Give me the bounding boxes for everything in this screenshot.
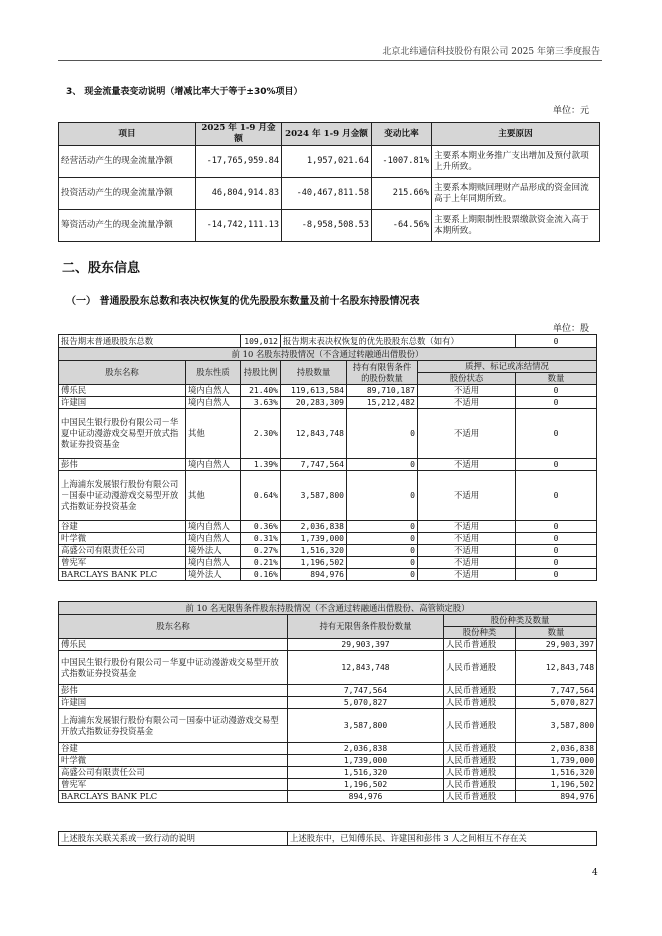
unrestricted-body (59, 639, 597, 803)
shareholder-pledge-status: 不适用 (418, 533, 516, 545)
unres-kind: 人民币普通股 (444, 697, 516, 709)
unres-qty: 1,516,320 (288, 767, 444, 779)
unres-count: 12,843,748 (516, 651, 597, 685)
unrestricted-row (59, 651, 597, 685)
unres-count: 29,903,397 (516, 639, 597, 651)
shareholder-pledge-status: 不适用 (418, 397, 516, 409)
unres-qty: 12,843,748 (288, 651, 444, 685)
shareholder-row (59, 533, 597, 545)
shareholder-restricted: 0 (347, 557, 418, 569)
unrestricted-row (59, 743, 597, 755)
unres-kind: 人民币普通股 (444, 685, 516, 697)
total-holders-value: 109,012 (241, 335, 281, 348)
relation-table (58, 831, 597, 846)
unres-name: 中国民生银行股份有限公司－华夏中证动漫游戏交易型开放式指数证券投资基金 (59, 651, 288, 685)
pref-holders-label: 报告期末表决权恢复的优先股股东总数（如有） (281, 335, 516, 348)
col-holder-nature: 股东性质 (186, 361, 241, 385)
shareholder-restricted: 0 (347, 409, 418, 459)
shareholder-ratio: 2.30% (241, 409, 281, 459)
shareholder-ratio: 0.36% (241, 521, 281, 533)
top10-shareholders-table (58, 334, 597, 581)
shareholder-row (59, 557, 597, 569)
total-holders-row (59, 335, 597, 348)
shareholder-name: 谷建 (59, 521, 186, 533)
cashflow-row (59, 146, 600, 178)
shareholder-pledge-count: 0 (516, 521, 597, 533)
unres-kind: 人民币普通股 (444, 709, 516, 743)
shareholder-restricted: 0 (347, 459, 418, 471)
shareholder-ratio: 0.64% (241, 471, 281, 521)
unres-kind: 人民币普通股 (444, 743, 516, 755)
col-pledge-count: 数量 (516, 373, 597, 385)
cashflow-item: 投资活动产生的现金流量净额 (59, 178, 196, 210)
relation-label: 上述股东关联关系或一致行动的说明 (59, 832, 288, 846)
shareholder-qty: 3,587,800 (281, 471, 347, 521)
header-divider (58, 60, 602, 61)
unrestricted-row (59, 779, 597, 791)
shareholder-row (59, 471, 597, 521)
shareholder-ratio: 21.40% (241, 385, 281, 397)
col-holder-restricted: 持有有限售条件的股份数量 (347, 361, 418, 385)
shareholder-qty: 1,196,502 (281, 557, 347, 569)
top10-title: 前 10 名股东持股情况（不含通过转融通出借股份） (59, 348, 597, 361)
shareholder-name: 高盛公司有限责任公司 (59, 545, 186, 557)
col-2025: 2025 年 1-9 月金额 (196, 123, 282, 146)
shareholder-subtitle: （一） 普通股股东总数和表决权恢复的优先股股东数量及前十名股东持股情况表 (66, 296, 420, 307)
unrestricted-title-row (59, 602, 597, 615)
unres-qty: 894,976 (288, 791, 444, 803)
unres-kind: 人民币普通股 (444, 767, 516, 779)
unres-kind: 人民币普通股 (444, 779, 516, 791)
shareholder-restricted: 15,212,482 (347, 397, 418, 409)
shareholder-restricted: 0 (347, 545, 418, 557)
cashflow-row (59, 210, 600, 242)
shareholder-qty: 1,516,320 (281, 545, 347, 557)
shareholder-nature: 境外法人 (186, 569, 241, 581)
unres-qty: 2,036,838 (288, 743, 444, 755)
unrestricted-title: 前 10 名无限售条件股东持股情况（不含通过转融通出借股份、高管锁定股） (59, 602, 597, 615)
shareholder-nature: 境外法人 (186, 545, 241, 557)
col-item: 项目 (59, 123, 196, 146)
col-unres-count: 数量 (516, 627, 597, 639)
shareholder-nature: 其他 (186, 471, 241, 521)
shareholder-name: 许建国 (59, 397, 186, 409)
shareholder-qty: 2,036,838 (281, 521, 347, 533)
shareholder-pledge-status: 不适用 (418, 569, 516, 581)
shareholder-pledge-count: 0 (516, 545, 597, 557)
col-holder-qty: 持股数量 (281, 361, 347, 385)
unres-kind: 人民币普通股 (444, 651, 516, 685)
shareholder-pledge-count: 0 (516, 409, 597, 459)
cashflow-change: -64.56% (372, 210, 432, 242)
col-unres-qty: 持有无限售条件股份数量 (288, 615, 444, 639)
col-pledge-status: 股份状态 (418, 373, 516, 385)
unres-count: 1,516,320 (516, 767, 597, 779)
shareholder-nature: 其他 (186, 409, 241, 459)
unres-name: 谷建 (59, 743, 288, 755)
cashflow-2025: -17,765,959.84 (196, 146, 282, 178)
cashflow-2024: -8,958,508.53 (282, 210, 372, 242)
unres-qty: 1,196,502 (288, 779, 444, 791)
unres-kind: 人民币普通股 (444, 755, 516, 767)
cashflow-item: 筹资活动产生的现金流量净额 (59, 210, 196, 242)
unres-name: 高盛公司有限责任公司 (59, 767, 288, 779)
unres-name: BARCLAYS BANK PLC (59, 791, 288, 803)
shareholder-pledge-status: 不适用 (418, 385, 516, 397)
shareholder-pledge-count: 0 (516, 471, 597, 521)
unres-kind: 人民币普通股 (444, 639, 516, 651)
shareholder-name: BARCLAYS BANK PLC (59, 569, 186, 581)
unres-qty: 7,747,564 (288, 685, 444, 697)
shareholder-pledge-status: 不适用 (418, 521, 516, 533)
cashflow-change: -1007.81% (372, 146, 432, 178)
unres-count: 894,976 (516, 791, 597, 803)
unres-count: 7,747,564 (516, 685, 597, 697)
shareholder-ratio: 0.31% (241, 533, 281, 545)
unres-qty: 5,070,827 (288, 697, 444, 709)
shareholder-pledge-status: 不适用 (418, 545, 516, 557)
cashflow-2025: -14,742,111.13 (196, 210, 282, 242)
top10-body (59, 385, 597, 581)
shareholder-pledge-status: 不适用 (418, 557, 516, 569)
cashflow-change: 215.66% (372, 178, 432, 210)
shareholder-nature: 境内自然人 (186, 385, 241, 397)
shareholder-pledge-count: 0 (516, 397, 597, 409)
col-holder-ratio: 持股比例 (241, 361, 281, 385)
unres-qty: 29,903,397 (288, 639, 444, 651)
col-change: 变动比率 (372, 123, 432, 146)
shareholder-nature: 境内自然人 (186, 521, 241, 533)
unres-count: 3,587,800 (516, 709, 597, 743)
shareholder-pledge-status: 不适用 (418, 471, 516, 521)
unrestricted-row (59, 709, 597, 743)
unres-count: 1,739,000 (516, 755, 597, 767)
col-holder-name: 股东名称 (59, 361, 186, 385)
cashflow-reason: 主要系上期限制性股票缴款资金流入高于本期所致。 (432, 210, 600, 242)
cashflow-row (59, 178, 600, 210)
shareholder-restricted: 0 (347, 471, 418, 521)
shareholder-row (59, 459, 597, 471)
unrestricted-row (59, 767, 597, 779)
unrestricted-header-row (59, 615, 597, 627)
shareholder-row (59, 569, 597, 581)
cashflow-table (58, 122, 600, 242)
shareholder-qty: 894,976 (281, 569, 347, 581)
unres-qty: 3,587,800 (288, 709, 444, 743)
shareholder-name: 曾宪军 (59, 557, 186, 569)
unres-name: 彭伟 (59, 685, 288, 697)
unrestricted-row (59, 791, 597, 803)
col-reason: 主要原因 (432, 123, 600, 146)
cashflow-reason: 主要系本期赎回理财产品形成的资金回流高于上年同期所致。 (432, 178, 600, 210)
col-unres-name: 股东名称 (59, 615, 288, 639)
col-unres-kind: 股份种类 (444, 627, 516, 639)
shareholder-name: 叶学微 (59, 533, 186, 545)
top10-header-row (59, 361, 597, 373)
shareholder-ratio: 0.27% (241, 545, 281, 557)
shareholder-row (59, 545, 597, 557)
unres-name: 许建国 (59, 697, 288, 709)
unres-count: 1,196,502 (516, 779, 597, 791)
shareholder-pledge-count: 0 (516, 459, 597, 471)
col-pledge-group: 质押、标记或冻结情况 (418, 361, 597, 373)
shareholder-qty: 1,739,000 (281, 533, 347, 545)
shareholder-pledge-count: 0 (516, 385, 597, 397)
relation-row (59, 832, 597, 846)
shareholder-nature: 境内自然人 (186, 557, 241, 569)
shareholder-name: 彭伟 (59, 459, 186, 471)
unres-qty: 1,739,000 (288, 755, 444, 767)
unres-name: 曾宪军 (59, 779, 288, 791)
shareholder-pledge-status: 不适用 (418, 409, 516, 459)
cashflow-section-title: 3、 现金流量表变动说明（增减比率大于等于±30%项目） (66, 87, 303, 97)
shareholder-name: 中国民生银行股份有限公司－华夏中证动漫游戏交易型开放式指数证券投资基金 (59, 409, 186, 459)
unres-name: 上海浦东发展银行股份有限公司－国泰中证动漫游戏交易型开放式指数证券投资基金 (59, 709, 288, 743)
shareholder-restricted: 0 (347, 521, 418, 533)
top10-unrestricted-table (58, 601, 597, 803)
shareholder-ratio: 1.39% (241, 459, 281, 471)
shareholder-pledge-count: 0 (516, 569, 597, 581)
shareholder-nature: 境内自然人 (186, 459, 241, 471)
cashflow-unit: 单位：元 (552, 106, 589, 116)
shareholder-nature: 境内自然人 (186, 397, 241, 409)
unres-kind: 人民币普通股 (444, 791, 516, 803)
top10-title-row (59, 348, 597, 361)
unrestricted-row (59, 685, 597, 697)
pref-holders-value: 0 (516, 335, 597, 348)
shareholder-ratio: 3.63% (241, 397, 281, 409)
page-number: 4 (592, 868, 598, 878)
cashflow-item: 经营活动产生的现金流量净额 (59, 146, 196, 178)
shareholder-unit: 单位：股 (552, 324, 589, 334)
total-holders-label: 报告期末普通股股东总数 (59, 335, 241, 348)
cashflow-2025: 46,804,914.83 (196, 178, 282, 210)
shareholder-pledge-count: 0 (516, 557, 597, 569)
cashflow-2024: -40,467,811.58 (282, 178, 372, 210)
shareholder-pledge-count: 0 (516, 533, 597, 545)
report-header: 北京北纬通信科技股份有限公司 2025 年第三季度报告 (382, 47, 600, 57)
shareholder-nature: 境内自然人 (186, 533, 241, 545)
shareholder-row (59, 385, 597, 397)
shareholder-qty: 119,613,584 (281, 385, 347, 397)
shareholder-restricted: 89,710,187 (347, 385, 418, 397)
col-unres-kind-group: 股份种类及数量 (444, 615, 597, 627)
shareholder-name: 上海浦东发展银行股份有限公司－国泰中证动漫游戏交易型开放式指数证券投资基金 (59, 471, 186, 521)
shareholder-ratio: 0.21% (241, 557, 281, 569)
unres-count: 5,070,827 (516, 697, 597, 709)
shareholder-pledge-status: 不适用 (418, 459, 516, 471)
shareholder-ratio: 0.16% (241, 569, 281, 581)
unrestricted-row (59, 639, 597, 651)
shareholder-section-title: 二、股东信息 (62, 261, 141, 276)
unres-name: 叶学微 (59, 755, 288, 767)
shareholder-row (59, 397, 597, 409)
col-2024: 2024 年 1-9 月金额 (282, 123, 372, 146)
cashflow-reason: 主要系本期业务推广支出增加及预付款项上升所致。 (432, 146, 600, 178)
shareholder-row (59, 521, 597, 533)
unrestricted-row (59, 755, 597, 767)
shareholder-restricted: 0 (347, 533, 418, 545)
unres-count: 2,036,838 (516, 743, 597, 755)
cashflow-2024: 1,957,021.64 (282, 146, 372, 178)
unrestricted-row (59, 697, 597, 709)
cashflow-header-row (59, 123, 600, 146)
shareholder-qty: 12,843,748 (281, 409, 347, 459)
relation-text: 上述股东中，已知傅乐民、许建国和彭伟 3 人之间相互不存在关 (288, 832, 597, 846)
unres-name: 傅乐民 (59, 639, 288, 651)
shareholder-qty: 20,283,309 (281, 397, 347, 409)
shareholder-restricted: 0 (347, 569, 418, 581)
shareholder-qty: 7,747,564 (281, 459, 347, 471)
shareholder-name: 傅乐民 (59, 385, 186, 397)
shareholder-row (59, 409, 597, 459)
